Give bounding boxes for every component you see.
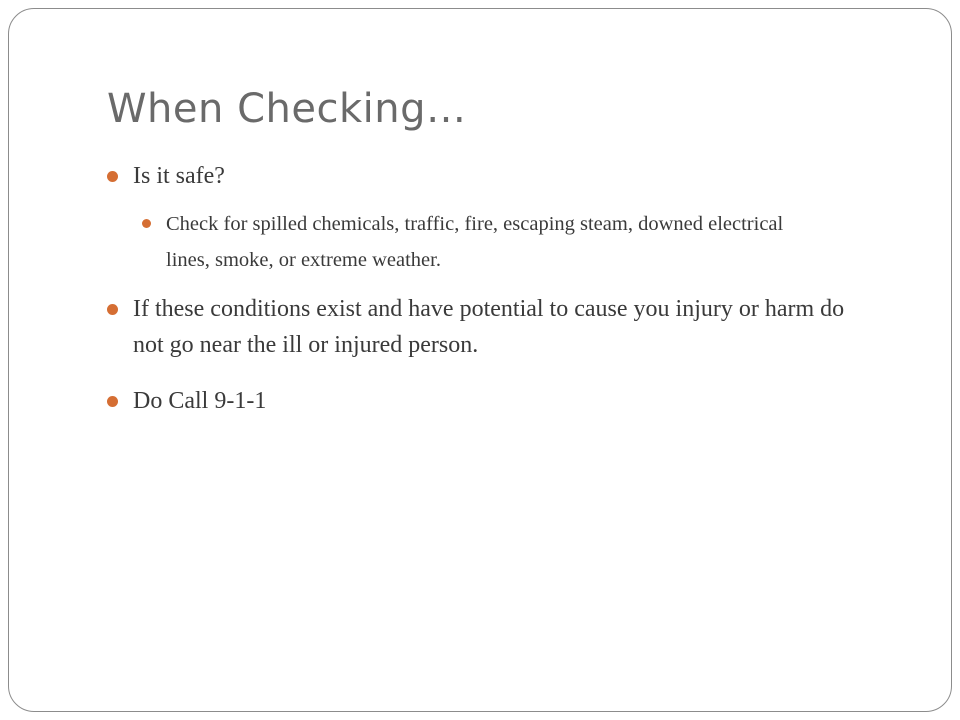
slide-title: When Checking… xyxy=(107,86,467,132)
bullet-dot-icon xyxy=(107,396,118,407)
sub-bullet-item xyxy=(166,206,826,278)
bullet-item xyxy=(133,291,853,363)
bullet-text: Do Call 9-1-1 xyxy=(133,388,267,414)
bullet-text: Is it safe? xyxy=(133,163,225,189)
bullet-text: Check for spilled chemicals, traffic, fire, escaping steam, downed electrical lines, smoke, or extreme weather. xyxy=(166,213,784,271)
bullet-text: If these conditions exist and have potential to cause you injury or harm do not go near the ill or injured person. xyxy=(133,296,845,358)
bullet-dot-icon xyxy=(142,219,151,228)
bullet-dot-icon xyxy=(107,304,118,315)
bullet-dot-icon xyxy=(107,171,118,182)
bullet-item xyxy=(133,383,853,419)
bullet-item xyxy=(133,158,853,194)
